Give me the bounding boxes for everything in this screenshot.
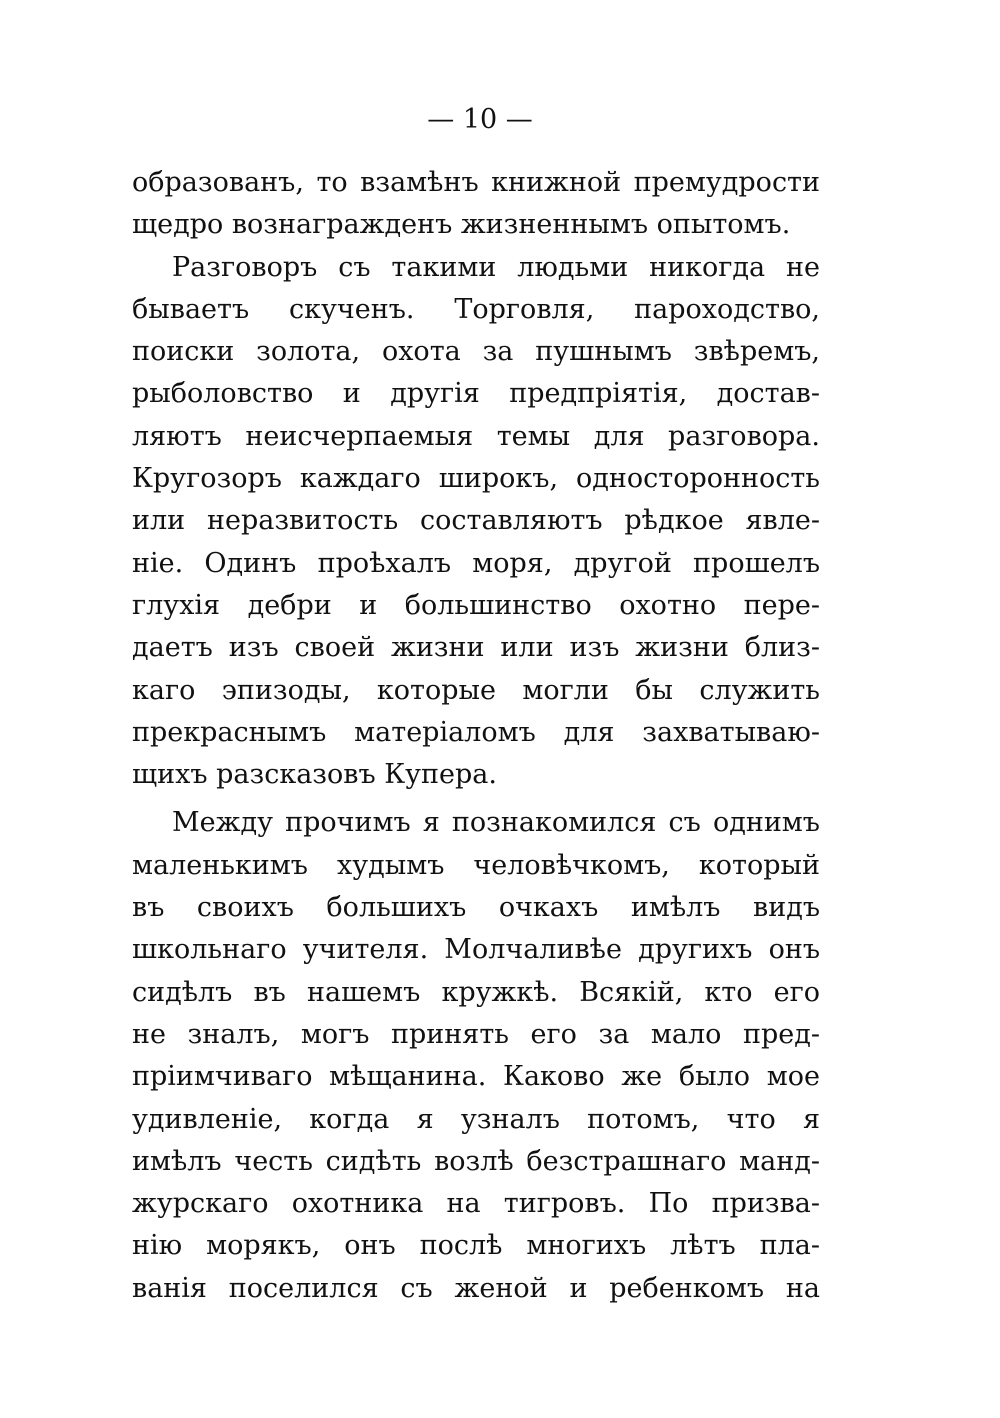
text-line: въ своихъ большихъ очкахъ имѣлъ видъ [132, 892, 820, 924]
text-line: образованъ, то взамѣнъ книжной премудрости [132, 167, 820, 198]
text-line: Разговоръ съ такими людьми никогда не [172, 251, 820, 283]
paragraph-3 [132, 802, 820, 1310]
text-line: прекраснымъ матеріаломъ для захватываю- [132, 716, 820, 748]
text-line: каго эпизоды, которые могли бы служить [132, 674, 820, 706]
text-line: школьнаго учителя. Молчаливѣе другихъ онъ [132, 934, 820, 966]
paragraph-2 [132, 247, 820, 797]
text-line: поиски золота, охота за пушнымъ звѣремъ, [132, 336, 820, 368]
text-line: удивленіе, когда я узналъ потомъ, что я [132, 1103, 820, 1135]
text-line: ванія поселился съ женой и ребенкомъ на [132, 1272, 820, 1304]
text-line: или неразвитость составляютъ рѣдкое явле- [132, 505, 820, 537]
text-line: щихъ разсказовъ Купера. [132, 759, 497, 791]
body-text [132, 162, 820, 1310]
text-line: ніе. Одинъ проѣхалъ моря, другой прошелъ [132, 547, 820, 579]
text-line: маленькимъ худымъ человѣчкомъ, который [132, 849, 820, 881]
text-line: рыболовство и другія предпріятія, достав- [132, 378, 820, 410]
text-line: даетъ изъ своей жизни или изъ жизни близ- [132, 632, 820, 664]
text-line: сидѣлъ въ нашемъ кружкѣ. Всякій, кто его [132, 976, 820, 1008]
text-line: пріимчиваго мѣщанина. Каково же было мое [132, 1061, 820, 1093]
text-line: Кругозоръ каждаго широкъ, односторонность [132, 463, 820, 495]
text-line: глухія дебри и большинство охотно пере- [132, 589, 820, 621]
text-line: ляютъ неисчерпаемыя темы для разговора. [132, 420, 820, 452]
text-line: имѣлъ честь сидѣть возлѣ безстрашнаго манд- [132, 1145, 820, 1177]
text-line: бываетъ скученъ. Торговля, пароходство, [132, 293, 820, 325]
paragraph-1 [132, 162, 820, 247]
text-line: Между прочимъ я познакомился съ однимъ [172, 807, 820, 839]
text-line: нію морякъ, онъ послѣ многихъ лѣтъ пла- [132, 1230, 820, 1262]
text-line: щедро вознагражденъ жизненнымъ опытомъ. [132, 209, 791, 241]
text-line: не зналъ, могъ принять его за мало пред- [132, 1018, 820, 1050]
page-number: — 10 — [427, 104, 533, 135]
text-line: журскаго охотника на тигровъ. По призва- [132, 1188, 820, 1220]
